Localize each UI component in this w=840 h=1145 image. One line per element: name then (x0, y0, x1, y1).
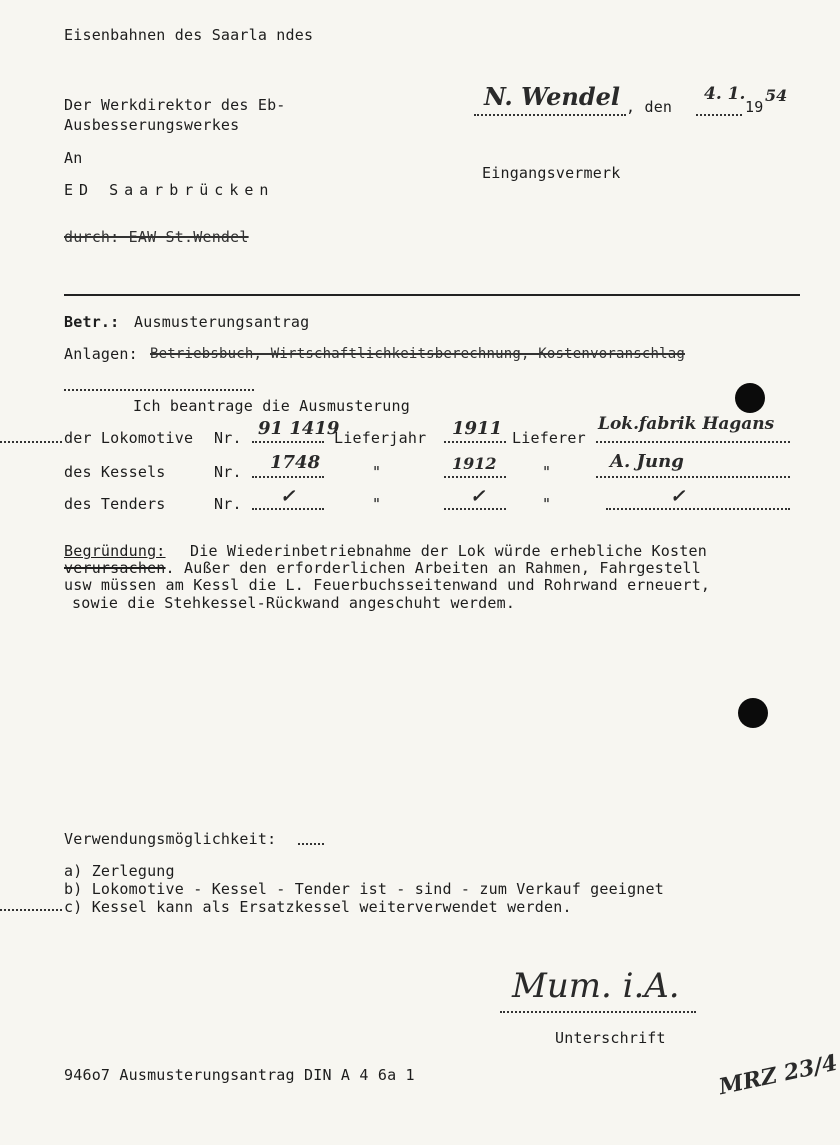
row1-year-dots (444, 441, 506, 443)
date-prefix: , den (626, 98, 673, 116)
usage-option-b: b) Lokomotive - Kessel - Tender ist - sind - zum Verkauf geeignet (64, 880, 664, 898)
signature-dotted-line (500, 1011, 696, 1013)
row3-year-label: " (372, 495, 382, 513)
row2-nr-label: Nr. (214, 463, 242, 481)
row1-lead-dots (0, 441, 62, 443)
sender-line-1: Der Werkdirektor des Eb- (64, 96, 286, 114)
date-year-handwritten: 54 (765, 86, 788, 105)
subject-label: Betr.: (64, 313, 120, 331)
row1-nr-dots (252, 441, 324, 443)
place-handwritten: N. Wendel (484, 82, 620, 111)
row2-nr-dots (252, 476, 324, 478)
row1-label: der Lokomotive (64, 429, 194, 447)
place-dotted-line (474, 114, 626, 116)
row2-supplier: A. Jung (610, 451, 684, 472)
subject-value: Ausmusterungsantrag (134, 313, 310, 331)
row2-year-label: " (372, 463, 382, 481)
row2-year: 1912 (452, 454, 497, 473)
form-id: 946o7 Ausmusterungsantrag DIN A 4 6a 1 (64, 1066, 415, 1084)
row1-supplier-label: Lieferer (512, 429, 586, 447)
reason-line-4: sowie die Stehkessel-Rückwand angeschuht werdem. (72, 594, 516, 612)
reason-label: Begründung: (64, 542, 166, 560)
to-label: An (64, 149, 83, 167)
sender-line-2: Ausbesserungswerkes (64, 116, 240, 134)
attachments-dotted-line (64, 389, 254, 391)
row3-supplier-label: " (542, 495, 552, 513)
usage-option-c-lead-dots (0, 909, 62, 911)
row1-year-label: Lieferjahr (334, 429, 427, 447)
row3-year-dots (444, 508, 506, 510)
usage-dots (298, 843, 324, 845)
usage-option-c: c) Kessel kann als Ersatzkessel weiterverwendet werden. (64, 898, 572, 916)
row3-nr-dots (252, 508, 324, 510)
request-intro: Ich beantrage die Ausmusterung (133, 397, 410, 415)
date-day-month: 4. 1. (704, 84, 746, 104)
reason-line-2-struck: verursachen (64, 559, 166, 577)
attachments-label: Anlagen: (64, 345, 138, 363)
usage-option-a: a) Zerlegung (64, 862, 175, 880)
via-struck: durch: EAW St.Wendel (64, 228, 249, 246)
date-dotted-line (696, 114, 742, 116)
row1-supplier-dots (596, 441, 790, 443)
row2-supplier-dots (596, 476, 790, 478)
signature-handwritten: Mum. i.A. (512, 966, 680, 1006)
row3-supplier-dots (606, 508, 790, 510)
usage-label: Verwendungsmöglichkeit: (64, 830, 277, 848)
signature-caption: Unterschrift (555, 1029, 666, 1047)
row1-year: 1911 (452, 418, 503, 439)
row2-label: des Kessels (64, 463, 166, 481)
organization-name: Eisenbahnen des Saarla ndes (64, 26, 314, 44)
row1-supplier: Lok.fabrik Hagans (598, 414, 775, 434)
row1-nr: 91 1419 (258, 418, 340, 439)
receipt-note: Eingangsvermerk (482, 164, 621, 182)
punch-hole-bottom (738, 698, 768, 728)
row2-supplier-label: " (542, 463, 552, 481)
reason-line-2-rest: . Außer den erforderlichen Arbeiten an Rahmen, Fahrgestell (165, 559, 701, 577)
row2-year-dots (444, 476, 506, 478)
attachments-struck: Betriebsbuch, Wirtschaftlichkeitsberechnung, Kostenvoranschlag (150, 346, 685, 362)
date-year-printed: 19 (745, 98, 764, 116)
punch-hole-top (735, 383, 765, 413)
row2-nr: 1748 (270, 452, 321, 473)
reason-line-3: usw müssen am Kessl die L. Feuerbuchsseitenwand und Rohrwand erneuert, (64, 576, 711, 594)
row3-year: ✓ (470, 486, 486, 507)
divider-rule (64, 294, 800, 296)
reason-line-1: Die Wiederinbetriebnahme der Lok würde erhebliche Kosten (190, 542, 707, 560)
row3-nr-label: Nr. (214, 495, 242, 513)
initials-handwritten: MRZ 23/4 (716, 1049, 840, 1101)
row3-nr: ✓ (280, 486, 296, 507)
reason-line-2 (64, 559, 701, 577)
recipient: ED Saarbrücken (64, 181, 275, 199)
row1-nr-label: Nr. (214, 429, 242, 447)
row3-supplier: ✓ (670, 486, 686, 507)
row3-label: des Tenders (64, 495, 166, 513)
